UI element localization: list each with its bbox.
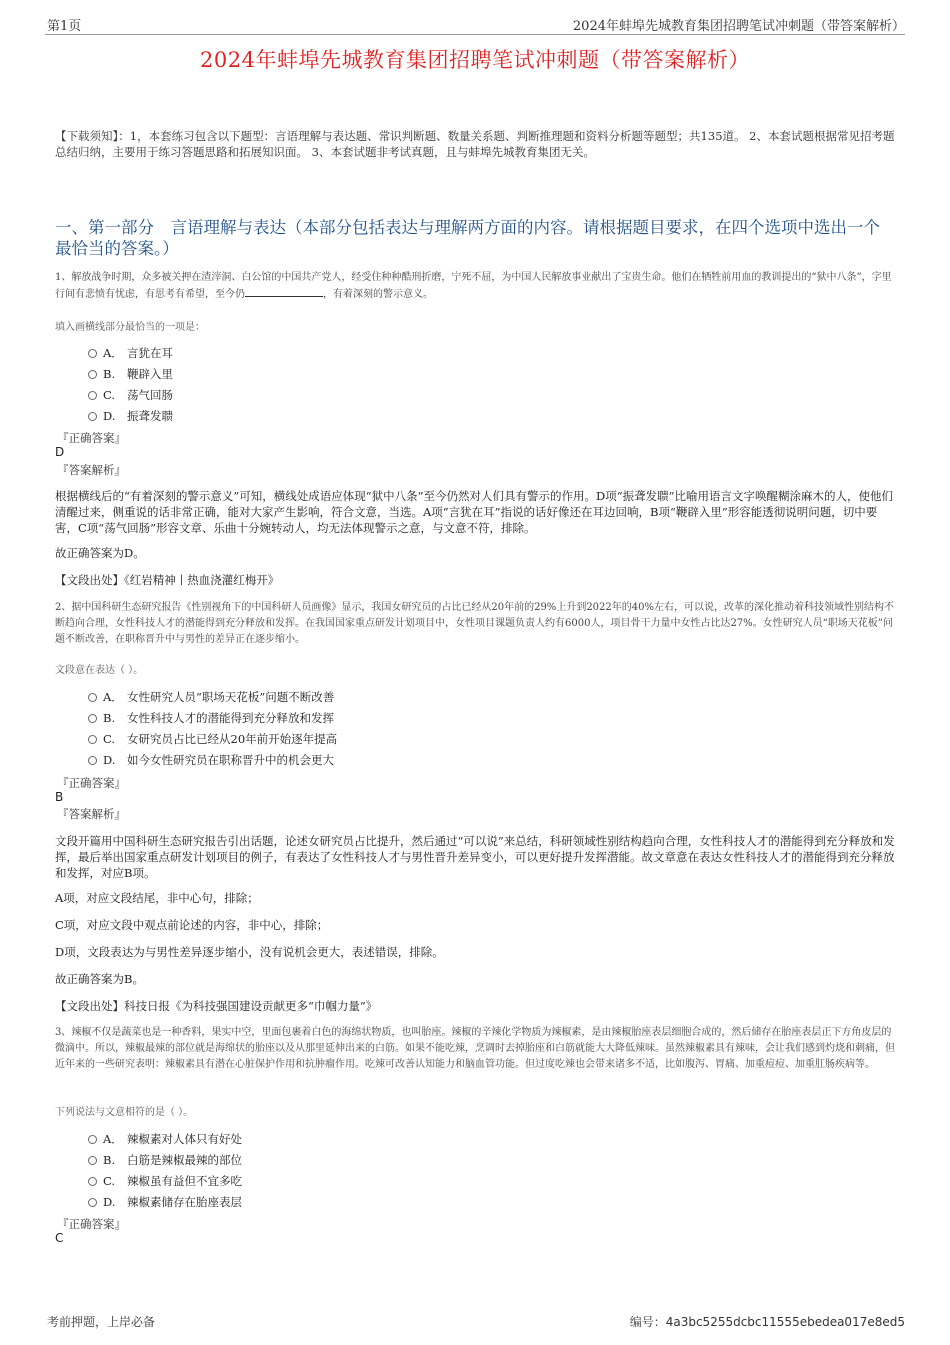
question-1-option-c[interactable]: C. 荡气回肠 — [88, 387, 173, 403]
radio-icon[interactable] — [88, 756, 97, 765]
radio-icon[interactable] — [88, 1198, 97, 1207]
correct-answer-label: 『正确答案』 — [57, 431, 126, 445]
footer-code-value: 4a3bc5255dcbc11555ebedea017e8ed5 — [665, 1315, 905, 1329]
question-3-option-b[interactable]: B. 白筋是辣椒最辣的部位 — [88, 1152, 242, 1168]
question-2-prompt: 文段意在表达（ ）。 — [55, 665, 144, 676]
question-1 — [55, 270, 897, 303]
radio-icon[interactable] — [88, 349, 97, 358]
question-1-text: 1、解放战争时期，众多被关押在渣滓洞、白公馆的中国共产党人，经受住种种酷刑折磨，宁死不屈，为中国人民解放事业献出了宝贵生命。他们在牺牲前用血的教训提出的“狱中八条”，字里行间有悲愤有忧虑，有思考有希望，至今仍 ，有着深刻的警示意义。 — [55, 272, 892, 300]
question-2-note-a: A项，对应文段结尾，非中心句，排除； — [55, 891, 259, 905]
question-2-analysis: 文段开篇用中国科研生态研究报告引出话题，论述女研究员占比提升，然后通过“可以说”来总结，科研领域性别结构趋向合理，女性科技人才的潜能得到充分释放和发挥，最后举出国家重点研发计划项目的例子，有表达了女性科技人才与男性晋升差异变小，可以更好提升发挥潜能。故文章意在表达女性科技人才的潜能得到充分释放和发挥，对应B项。 — [55, 834, 895, 880]
radio-icon[interactable] — [88, 1156, 97, 1165]
question-2-text: 2、据中国科研生态研究报告《性别视角下的中国科研人员画像》显示，我国女研究员的占比已经从20年前的29%上升到2022年的40%左右，可以说，改革的深化推动着科技领域性别结构不断趋向合理，女性科技人才的潜能得到充分释放和发挥。在我国国家重点研发计划项目中，女性项目课题负责人约有6000人，项目骨干力量中女性占比达27%。女性研究人员“职场天花板”问题不断改善，在职称晋升中与男性的差异正在逐步缩小。 — [55, 602, 894, 645]
question-1-conclusion: 故正确答案为D。 — [55, 546, 145, 560]
footer-code — [630, 1313, 905, 1330]
question-2-conclusion: 故正确答案为B。 — [55, 972, 144, 986]
header-doc-title: 2024年蚌埠先城教育集团招聘笔试冲刺题（带答案解析） — [572, 19, 905, 34]
correct-answer-label: 『正确答案』 — [57, 1217, 126, 1231]
question-3-answer: C — [55, 1231, 64, 1245]
question-1-answer: D — [55, 445, 65, 459]
analysis-label: 『答案解析』 — [57, 807, 126, 821]
question-1-option-b[interactable]: B. 鞭辟入里 — [88, 366, 173, 382]
section-title: 一、第一部分 言语理解与表达（本部分包括表达与理解两方面的内容。请根据题目要求，在四个选项中选出一个最恰当的答案。） — [55, 218, 880, 258]
radio-icon[interactable] — [88, 1177, 97, 1186]
question-2-option-d[interactable]: D. 如今女性研究员在职称晋升中的机会更大 — [88, 752, 334, 768]
question-3-option-d[interactable]: D. 辣椒素储存在胎座表层 — [88, 1194, 242, 1210]
question-3-text: 3、辣椒不仅是蔬菜也是一种香料，果实中空，里面包裹着白色的海绵状物质，也叫胎座。辣椒的辛辣化学物质为辣椒素，是由辣椒胎座表层细胞合成的，然后储存在胎座表层正下方角皮层的微滴中。所以，辣椒最辣的部位就是海绵状的胎座以及从那里延伸出来的白筋。如果不能吃辣，烹调时去掉胎座和白筋就能大大降低辣味。虽然辣椒素具有辣味，会让我们感到灼烧和刺痛，但近年来的一些研究表明：辣椒素具有潜在心脏保护作用和抗肿瘤作用。吃辣可改善认知能力和脑血管功能。但过度吃辣也会带来诸多不适，比如腹泻、胃痛、加重痘痘、加重肛肠疾病等。 — [55, 1027, 895, 1070]
header-divider — [45, 34, 905, 35]
radio-icon[interactable] — [88, 735, 97, 744]
radio-icon[interactable] — [88, 693, 97, 702]
radio-icon[interactable] — [88, 391, 97, 400]
page-number: 第1页 — [47, 19, 82, 34]
question-2-option-c[interactable]: C. 女研究员占比已经从20年前开始逐年提高 — [88, 731, 337, 747]
question-1-source: 【文段出处】《红岩精神丨热血浇灌红梅开》 — [55, 573, 280, 587]
question-1-prompt: 填入画横线部分最恰当的一项是： — [55, 322, 205, 333]
question-2-note-c: C项，对应文段中观点前论述的内容，非中心，排除； — [55, 918, 329, 932]
document-title: 2024年蚌埠先城教育集团招聘笔试冲刺题（带答案解析） — [200, 48, 750, 72]
question-3-option-a[interactable]: A． 辣椒素对人体只有好处 — [88, 1131, 242, 1147]
question-1-option-a[interactable]: A． 言犹在耳 — [88, 345, 173, 361]
correct-answer-label: 『正确答案』 — [57, 776, 126, 790]
footer-code-label: 编号： — [629, 1315, 666, 1329]
analysis-label: 『答案解析』 — [57, 463, 126, 477]
footer-slogan: 考前押题，上岸必备 — [47, 1315, 156, 1329]
question-3-option-c[interactable]: C. 辣椒虽有益但不宜多吃 — [88, 1173, 242, 1189]
question-2-option-b[interactable]: B. 女性科技人才的潜能得到充分释放和发挥 — [88, 710, 334, 726]
radio-icon[interactable] — [88, 714, 97, 723]
question-2-answer: B — [55, 790, 64, 804]
radio-icon[interactable] — [88, 370, 97, 379]
radio-icon[interactable] — [88, 412, 97, 421]
question-1-analysis: 根据横线后的“有着深刻的警示意义”可知，横线处成语应体现“狱中八条”至今仍然对人们具有警示的作用。D项“振聋发聩”比喻用语言文字唤醒糊涂麻木的人，使他们清醒过来，侧重说的话非常正确，能对大家产生影响，符合文意，当选。A项“言犹在耳”指说的话好像还在耳边回响，B项“鞭辟入里”形容能透彻说明问题，切中要害，C项“荡气回肠”形容文章、乐曲十分婉转动人，均无法体现警示之意，与文意不符，排除。 — [55, 489, 893, 535]
question-2-note-d: D项，文段表达为与男性差异逐步缩小，没有说机会更大，表述错误，排除。 — [55, 945, 444, 959]
answer-blank — [245, 286, 323, 297]
question-1-option-d[interactable]: D. 振聋发聩 — [88, 408, 173, 424]
radio-icon[interactable] — [88, 1135, 97, 1144]
question-2-source: 【文段出处】科技日报《为科技强国建设贡献更多“巾帼力量”》 — [55, 999, 378, 1013]
question-3-prompt: 下列说法与文意相符的是（ ）。 — [55, 1107, 194, 1118]
question-2-option-a[interactable]: A． 女性研究人员“职场天花板”问题不断改善 — [88, 689, 334, 705]
download-notice: 【下载须知】：1，本套练习包含以下题型：言语理解与表达题、常识判断题、数量关系题、判断推理题和资料分析题等题型；共135道。 2、本套试题根据常见招考题总结归纳，主要用于练习答题思路和拓展知识面。 3、本套试题非考试真题，且与蚌埠先城教育集团无关。 — [55, 129, 895, 159]
